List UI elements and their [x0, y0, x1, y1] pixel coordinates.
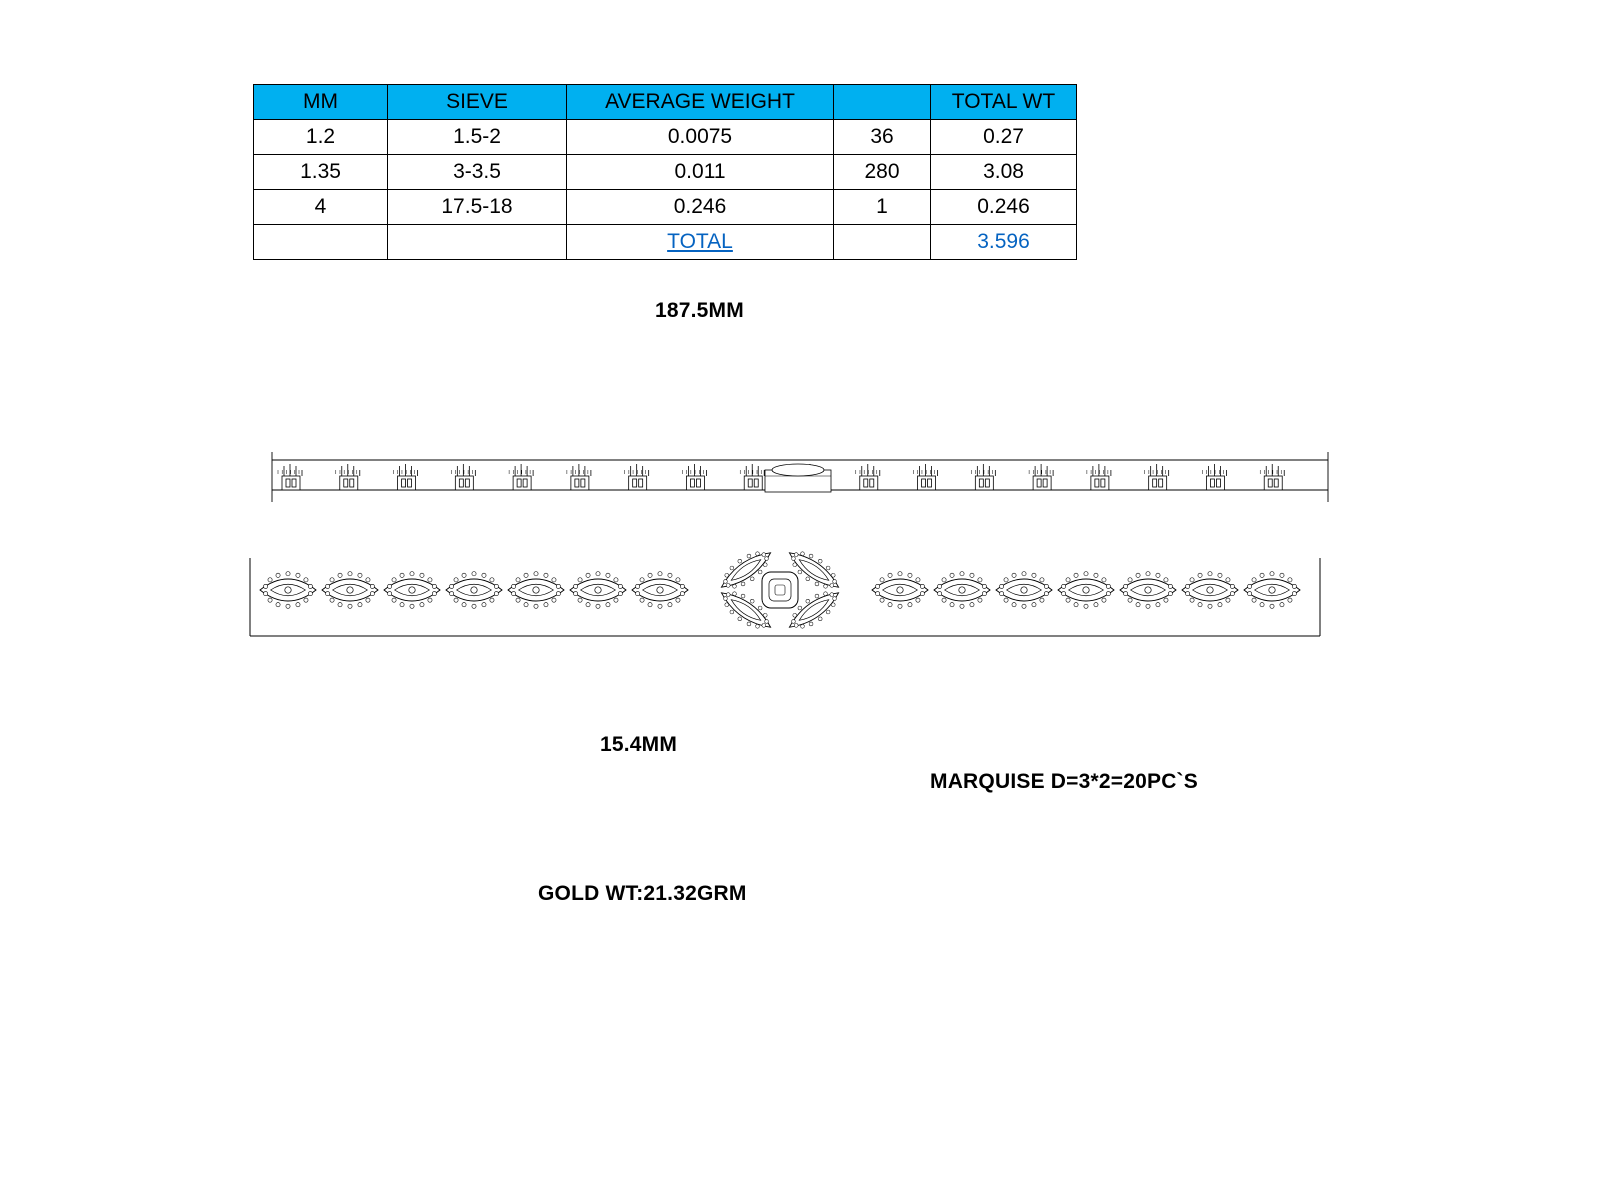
label-bracelet-width: 15.4MM: [600, 733, 678, 756]
table-row: [254, 120, 1077, 155]
cell-average-weight: 0.011: [567, 155, 834, 190]
total-weight-value: 3.596: [931, 225, 1077, 260]
column-header-total-wt: TOTAL WT: [931, 85, 1077, 120]
table-header-row: [254, 85, 1077, 120]
cell-sieve: 17.5-18: [388, 190, 567, 225]
cell-quantity: 36: [834, 120, 931, 155]
label-marquise-stones: MARQUISE D=3*2=20PC`S: [930, 770, 1198, 793]
label-gold-weight: GOLD WT:21.32GRM: [538, 882, 747, 905]
cell-quantity: 280: [834, 155, 931, 190]
cell-mm: 1.35: [254, 155, 388, 190]
cell-total-wt: 0.246: [931, 190, 1077, 225]
column-header-sieve: SIEVE: [388, 85, 567, 120]
cell-average-weight: 0.0075: [567, 120, 834, 155]
table-row: [254, 190, 1077, 225]
cell-quantity: 1: [834, 190, 931, 225]
table-row: [254, 155, 1077, 190]
bracelet-side-view-drawing: [250, 440, 1340, 520]
column-header-quantity: [834, 85, 931, 120]
total-label: TOTAL: [567, 225, 834, 260]
cell-empty-quantity: [834, 225, 931, 260]
cell-empty-sieve: [388, 225, 567, 260]
cell-mm: 4: [254, 190, 388, 225]
cell-empty-mm: [254, 225, 388, 260]
table-total-row: [254, 225, 1077, 260]
cell-total-wt: 3.08: [931, 155, 1077, 190]
bracelet-top-view-drawing: [240, 540, 1330, 650]
diamond-spec-table: [253, 84, 1077, 260]
column-header-average-weight: AVERAGE WEIGHT: [567, 85, 834, 120]
cell-average-weight: 0.246: [567, 190, 834, 225]
label-bracelet-length: 187.5MM: [655, 299, 744, 322]
cell-sieve: 3-3.5: [388, 155, 567, 190]
cell-total-wt: 0.27: [931, 120, 1077, 155]
cell-sieve: 1.5-2: [388, 120, 567, 155]
column-header-mm: MM: [254, 85, 388, 120]
cell-mm: 1.2: [254, 120, 388, 155]
